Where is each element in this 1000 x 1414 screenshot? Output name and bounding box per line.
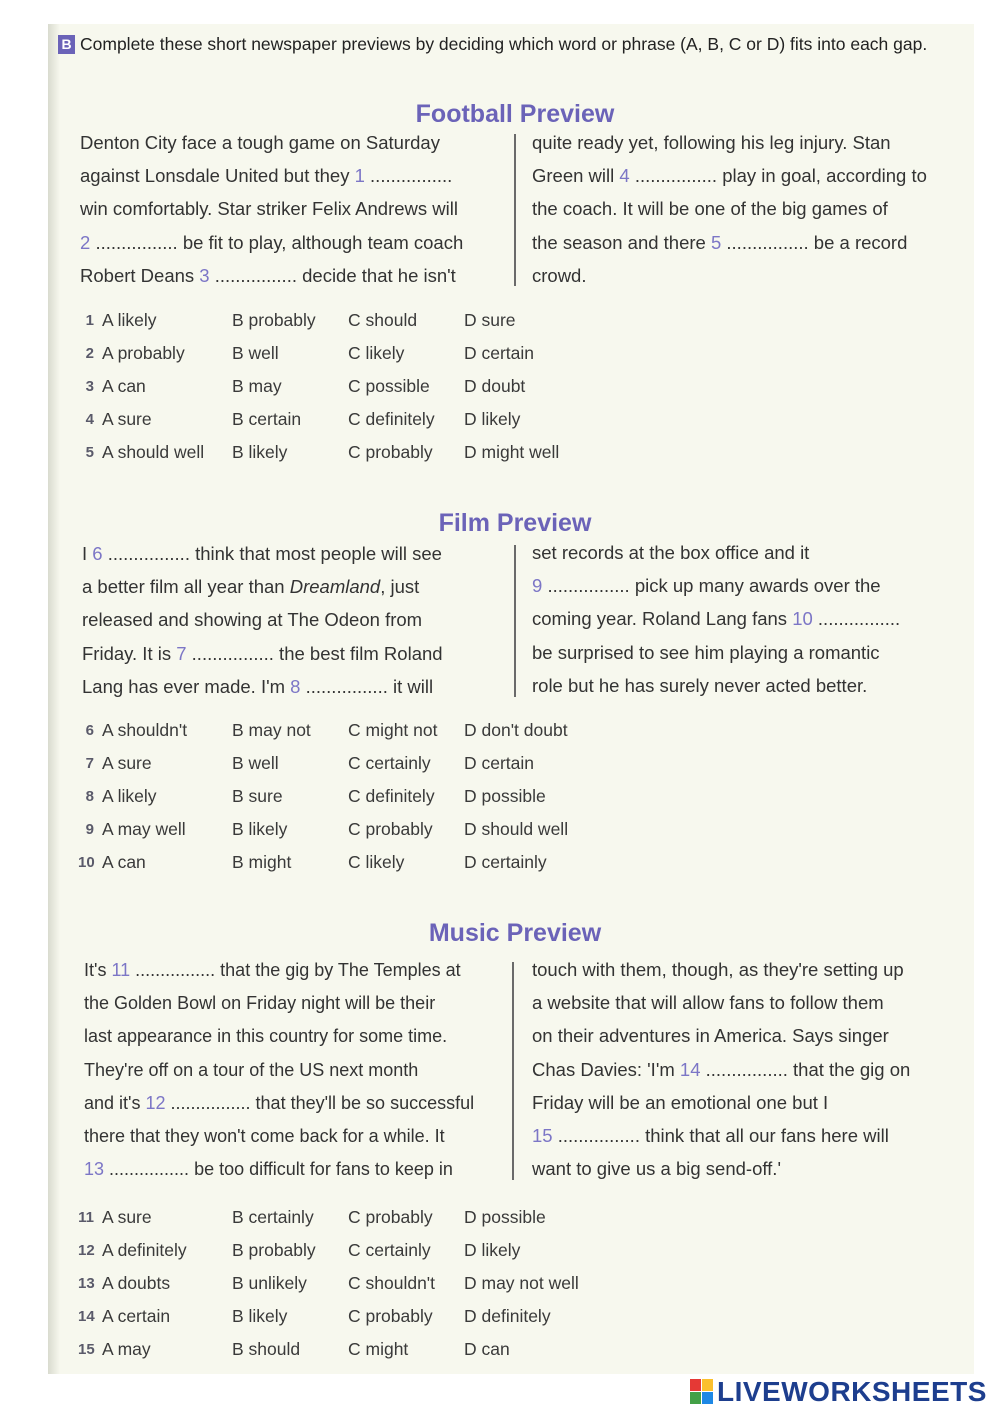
option-a[interactable]: A probably xyxy=(102,343,185,363)
option-c[interactable]: C might not xyxy=(348,720,438,740)
question-number: 14 xyxy=(78,1308,95,1325)
gap-11[interactable]: ................ xyxy=(135,960,216,980)
option-d[interactable]: D certainly xyxy=(464,852,547,872)
option-a[interactable]: A sure xyxy=(102,409,152,429)
option-c[interactable]: C definitely xyxy=(348,409,435,429)
option-a[interactable]: A should well xyxy=(102,442,205,462)
gap-10[interactable]: ................ xyxy=(817,608,901,630)
option-c[interactable]: C probably xyxy=(348,1306,433,1326)
gap-5[interactable]: ................ xyxy=(726,231,809,253)
option-d[interactable]: D possible xyxy=(464,786,546,806)
option-d[interactable]: D doubt xyxy=(464,376,526,396)
question-number: 10 xyxy=(78,854,95,871)
film-title: Film Preview xyxy=(438,509,592,537)
option-a[interactable]: A sure xyxy=(102,753,152,773)
option-a[interactable]: A may xyxy=(102,1339,151,1359)
instruction-text: Complete these short newspaper previews by deciding which word or phrase (A, B, C or D) fits into each gap. xyxy=(80,34,928,54)
option-d[interactable]: D sure xyxy=(464,310,516,330)
option-d[interactable]: D certain xyxy=(464,343,535,363)
football-title: Football Preview xyxy=(415,100,615,128)
music-title: Music Preview xyxy=(428,919,602,947)
gap-2[interactable]: ................ xyxy=(95,231,178,253)
liveworksheets-logo xyxy=(690,1375,987,1409)
option-d[interactable]: D don't doubt xyxy=(464,720,568,740)
column-divider xyxy=(514,545,516,697)
gap-6[interactable]: ................ xyxy=(107,543,190,564)
question-number: 3 xyxy=(85,378,94,395)
section-badge: B xyxy=(58,35,75,54)
option-c[interactable]: C definitely xyxy=(348,786,435,806)
film-left-column: I 6 ................ think that most people will see a better film all year than Dreamland, just released and showing at The Odeon from Friday. It is 7 ................ the best film Roland Lang has ever made. I'm 8 ................ it will xyxy=(82,543,443,697)
gap-7[interactable]: ................ xyxy=(191,642,274,664)
option-b[interactable]: B unlikely xyxy=(232,1273,307,1293)
question-number: 12 xyxy=(78,1242,95,1259)
question-number: 11 xyxy=(78,1209,94,1226)
option-a[interactable]: A certain xyxy=(102,1306,171,1326)
option-b[interactable]: B likely xyxy=(232,442,288,462)
football-right-column: quite ready yet, following his leg injury. Stan Green will 4 ................ play in goal, according to the coach. It will be one of the big games of the season and there 5 ................ be a record crowd. xyxy=(532,132,927,286)
option-b[interactable]: B likely xyxy=(232,1306,288,1326)
question-number: 15 xyxy=(78,1341,95,1358)
gap-1[interactable]: ................ xyxy=(370,165,453,187)
option-c[interactable]: C should xyxy=(348,310,418,330)
option-a[interactable]: A definitely xyxy=(102,1240,187,1260)
option-a[interactable]: A sure xyxy=(102,1207,152,1227)
music-left-column: It's 11 ................ that the gig by The Temples at the Golden Bowl on Friday night will be their last appearance in this country for some time. They're off on a tour of the US next month and it's 12 ................ that they'll be so successful there that they won't come back for a while. It 13 ................ be too difficult for fans to keep in xyxy=(84,960,475,1180)
option-a[interactable]: A likely xyxy=(102,310,157,330)
music-right-column: touch with them, though, as they're setting up a website that will allow fans to follow them on their adventures in America. Says singer Chas Davies: 'I'm 14 ................ that the gig on Friday will be an emotional one but I 15 ................ think that all our fans here will want to give us a big send-off.' xyxy=(532,959,911,1180)
gap-14[interactable]: ................ xyxy=(705,1058,788,1080)
option-c[interactable]: C possible xyxy=(348,376,430,396)
gap-8[interactable]: ................ xyxy=(305,675,388,697)
option-b[interactable]: B well xyxy=(232,753,279,773)
gap-3[interactable]: ................ xyxy=(214,264,297,286)
instruction xyxy=(58,32,973,57)
option-c[interactable]: C probably xyxy=(348,819,433,839)
grid-logo-icon xyxy=(690,1379,714,1405)
option-a[interactable]: A doubts xyxy=(102,1273,171,1293)
option-d[interactable]: D certain xyxy=(464,753,535,773)
option-b[interactable]: B likely xyxy=(232,819,288,839)
option-c[interactable]: C shouldn't xyxy=(348,1273,436,1293)
option-c[interactable]: C probably xyxy=(348,1207,433,1227)
question-number: 4 xyxy=(85,411,94,428)
brand-name: LIVEWORKSHEETS xyxy=(717,1376,987,1407)
option-d[interactable]: D should well xyxy=(464,819,569,839)
option-a[interactable]: A can xyxy=(102,376,146,396)
film-right-column: set records at the box office and it 9 ................ pick up many awards over the coming year. Roland Lang fans 10 ................ be surprised to see him playing a romantic role but he has surely never acted better. xyxy=(532,542,901,696)
gap-15[interactable]: ................ xyxy=(557,1125,640,1147)
option-a[interactable]: A likely xyxy=(102,786,157,806)
gap-9[interactable]: ................ xyxy=(547,575,630,597)
option-b[interactable]: B might xyxy=(232,852,292,872)
option-d[interactable]: D might well xyxy=(464,442,560,462)
option-b[interactable]: B probably xyxy=(232,310,316,330)
option-c[interactable]: C probably xyxy=(348,442,433,462)
column-divider xyxy=(512,962,514,1180)
gap-12[interactable]: ................ xyxy=(170,1092,251,1113)
option-c[interactable]: C certainly xyxy=(348,753,431,773)
option-a[interactable]: A shouldn't xyxy=(102,720,188,740)
column-divider xyxy=(514,134,516,286)
option-c[interactable]: C certainly xyxy=(348,1240,431,1260)
option-b[interactable]: B should xyxy=(232,1339,301,1359)
option-d[interactable]: D likely xyxy=(464,1240,521,1260)
option-d[interactable]: D likely xyxy=(464,409,521,429)
option-b[interactable]: B may xyxy=(232,376,282,396)
option-c[interactable]: C likely xyxy=(348,852,405,872)
option-d[interactable]: D may not well xyxy=(464,1273,579,1293)
option-c[interactable]: C might xyxy=(348,1339,409,1359)
question-number: 5 xyxy=(85,444,94,461)
option-a[interactable]: A can xyxy=(102,852,146,872)
option-b[interactable]: B probably xyxy=(232,1240,316,1260)
gap-13[interactable]: ................ xyxy=(109,1159,190,1180)
question-number: 7 xyxy=(85,755,94,772)
option-d[interactable]: D possible xyxy=(464,1207,546,1227)
page-spine-shadow xyxy=(48,24,60,1374)
option-b[interactable]: B certain xyxy=(232,409,302,429)
option-b[interactable]: B sure xyxy=(232,786,283,806)
option-b[interactable]: B certainly xyxy=(232,1207,314,1227)
option-b[interactable]: B well xyxy=(232,343,279,363)
option-a[interactable]: A may well xyxy=(102,819,186,839)
gap-4[interactable]: ................ xyxy=(634,165,718,187)
question-number: 9 xyxy=(85,821,94,838)
question-number: 1 xyxy=(85,312,94,329)
question-number: 13 xyxy=(78,1275,95,1292)
football-left-column: Denton City face a tough game on Saturday against Lonsdale United but they 1 ................ win comfortably. Star striker Felix Andrews will 2 ................ be fit to play, although team coach Robert Deans 3 ................ decide that he isn't xyxy=(80,132,464,286)
option-d[interactable]: D can xyxy=(464,1339,510,1359)
option-b[interactable]: B may not xyxy=(232,720,311,740)
question-number: 2 xyxy=(85,345,94,362)
option-c[interactable]: C likely xyxy=(348,343,405,363)
question-number: 8 xyxy=(85,788,94,805)
question-number: 6 xyxy=(85,722,94,739)
option-d[interactable]: D definitely xyxy=(464,1306,551,1326)
